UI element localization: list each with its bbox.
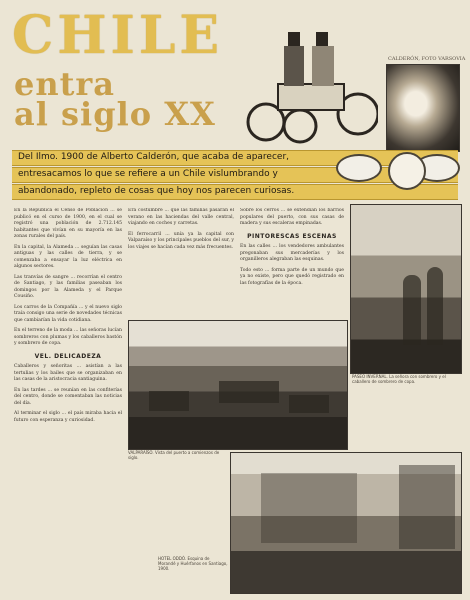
paragraph: Era costumbre ... que las familias pasaran el verano en las haciendas del valle central, viajando en coches y carretas.: [128, 208, 234, 226]
portrait-photo: [386, 64, 460, 152]
photo-caption: PASEO INVERNAL. La señora con sombrero y el caballero de sombrero de copa.: [352, 374, 446, 384]
spectacles-icon: [336, 154, 382, 182]
photo-caption: HOTEL ODDÓ. Esquina de Morandé y Huérfanos en Santiago, 1900.: [158, 556, 228, 571]
article-column-2: [128, 208, 234, 318]
paragraph: El ferrocarril ... unía ya la capital con Valparaíso y los principales pueblos del sur, y los viajes se hacían cada vez más frecuentes.: [128, 231, 234, 250]
intro-text-line: abandonado, repleto de cosas que hoy nos parecen curiosas.: [18, 186, 295, 196]
paragraph: Caballeros y señoritas ... asistían a las tertulias y los bailes que se organizaban en las casas de la aristocracia santiaguina.: [14, 364, 122, 382]
paragraph: Al terminar el siglo ... el país miraba hacia el futuro con esperanza y curiosidad.: [14, 411, 122, 423]
paragraph: En las tardes ... se reunían en las confiterías del centro, donde se comentaban las noticias del día.: [14, 387, 122, 406]
section-heading: VEL. DELICADEZA: [34, 352, 102, 360]
paragraph: Las tranvías de sangre ... recorrían el centro de Santiago, y las familias paseaban los domingos por la Alameda y el Parque Cousiño.: [14, 274, 122, 299]
page-title: CHILE: [12, 5, 224, 66]
intro-text-line: Del Ilmo. 1900 de Alberto Calderón, que acaba de aparecer,: [18, 152, 290, 162]
building-photo: [230, 452, 462, 594]
intro-text-line: entresacamos lo que se refiere a un Chile vislumbrando y: [18, 169, 278, 179]
article-column-3: [240, 208, 344, 318]
subtitle-line-1: entra: [14, 65, 115, 103]
subtitle-line-2: al siglo XX: [14, 95, 216, 133]
photo-caption: VALPARAÍSO. Vista del puerto a comienzos de siglo.: [128, 450, 220, 460]
article-column-1: [14, 208, 122, 592]
photo-credit: CALDERÓN, FOTO VARSOVIA: [388, 56, 466, 62]
park-scene-photo: [350, 204, 462, 374]
paragraph: En la capital, la Alameda ... seguían las casas antiguas y las calles de tierra, y se comenzaba a ensayar la luz eléctrica en algunos sectores.: [14, 244, 122, 269]
paragraph: En el terreno de la moda ... las señoras lucían sombreros con plumas y los caballeros bastón y sombrero de copa.: [14, 328, 122, 346]
harbor-photo: [128, 320, 348, 450]
paragraph: Los carros de la Compañía ... y el nuevo siglo traía consigo una serie de novedades técnicas que cambiarían la vida cotidiana.: [14, 304, 122, 323]
pocket-watch-icon: [388, 152, 426, 190]
paragraph: En la República el Censo de Población ... se publicó en el curso de 1900, en el cual se registró una población de 2.712.145 habitantes que vivían en su mayoría en las zonas rurales del país.: [14, 208, 122, 239]
paragraph: Todo esto ... forma parte de un mundo que ya no existe, pero que quedó registrado en las fotografías de la época.: [240, 267, 344, 286]
paragraph: En las calles ... los vendedores ambulantes pregonaban sus mercaderías y los organilleros alegraban las esquinas.: [240, 244, 344, 262]
section-heading: PINTORESCAS ESCENAS: [247, 232, 337, 240]
car-illustration: [244, 22, 378, 150]
paragraph: Sobre los cerros ... se extendían los barrios populares del puerto, con sus casas de madera y sus escaleras empinadas.: [240, 208, 344, 226]
